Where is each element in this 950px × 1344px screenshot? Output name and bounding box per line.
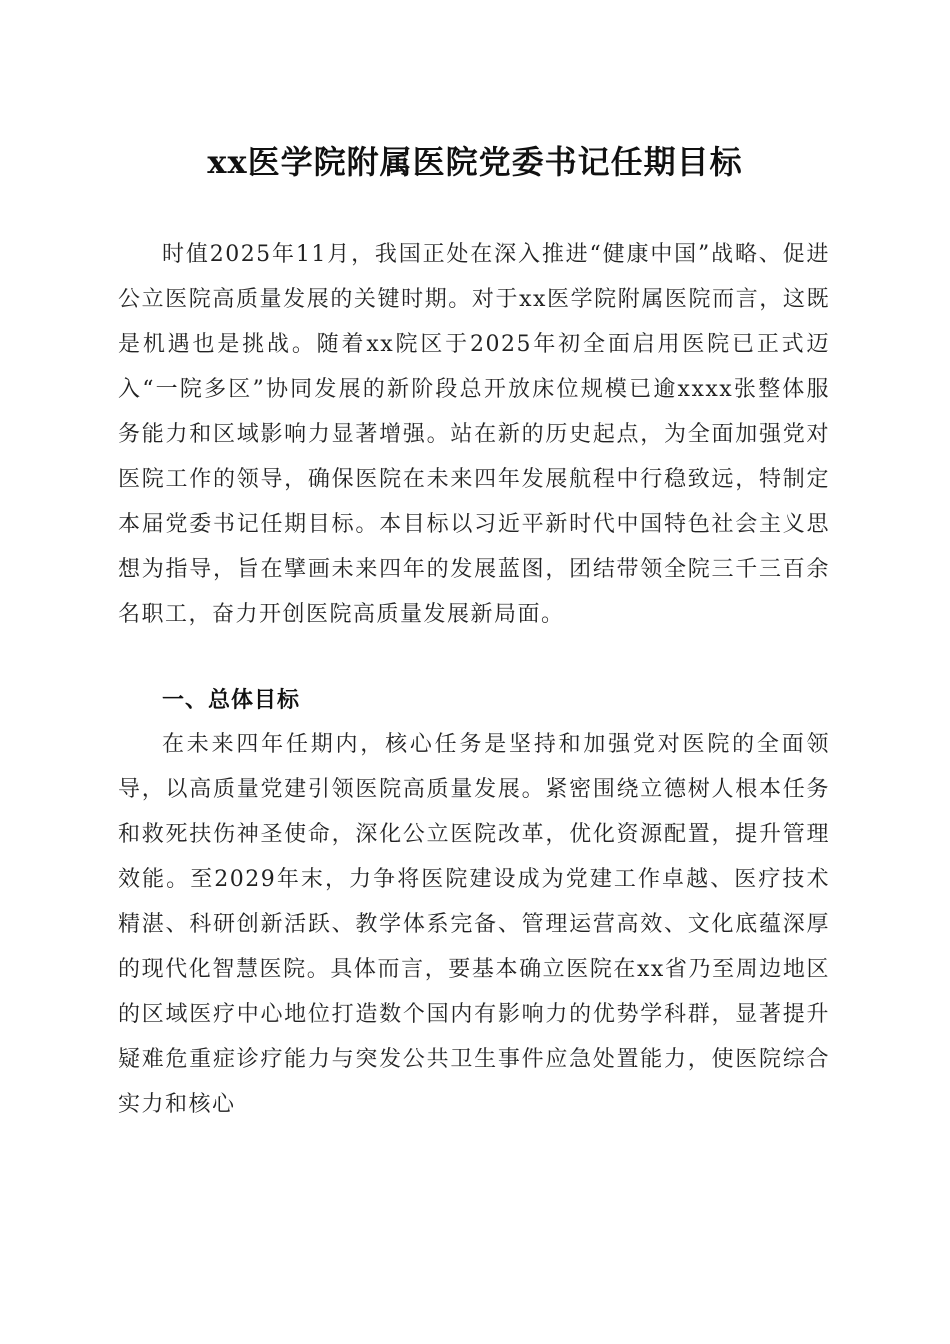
intro-paragraph: 时值2025年11月，我国正处在深入推进“健康中国”战略、促进公立医院高质量发展的关键时期。对于xx医学院附属医院而言，这既是机遇也是挑战。随着xx院区于2025年初全面启用医院已正式迈入“一院多区”协同发展的新阶段总开放床位规模已逾xxxx张整体服务能力和区域影响力显著增强。站在新的历史起点，为全面加强党对医院工作的领导，确保医院在未来四年发展航程中行稳致远，特制定本届党委书记任期目标。本目标以习近平新时代中国特色社会主义思想为指导，旨在擘画未来四年的发展蓝图，团结带领全院三千三百余名职工，奋力开创医院高质量发展新局面。 <box>118 242 830 627</box>
section-paragraph-overall-goals: 在未来四年任期内，核心任务是坚持和加强党对医院的全面领导，以高质量党建引领医院高质量发展。紧密围绕立德树人根本任务和救死扶伤神圣使命，深化公立医院改革，优化资源配置，提升管理效能。至2029年末，力争将医院建设成为党建工作卓越、医疗技术精湛、科研创新活跃、教学体系完备、管理运营高效、文化底蕴深厚的现代化智慧医院。具体而言，要基本确立医院在xx省乃至周边地区的区域医疗中心地位打造数个国内有影响力的优势学科群，显著提升疑难危重症诊疗能力与突发公共卫生事件应急处置能力，使医院综合实力和核心 <box>118 732 830 1117</box>
document-title: xx医学院附属医院党委书记任期目标 <box>207 143 743 181</box>
section-heading-overall-goals: 一、总体目标 <box>162 688 301 713</box>
